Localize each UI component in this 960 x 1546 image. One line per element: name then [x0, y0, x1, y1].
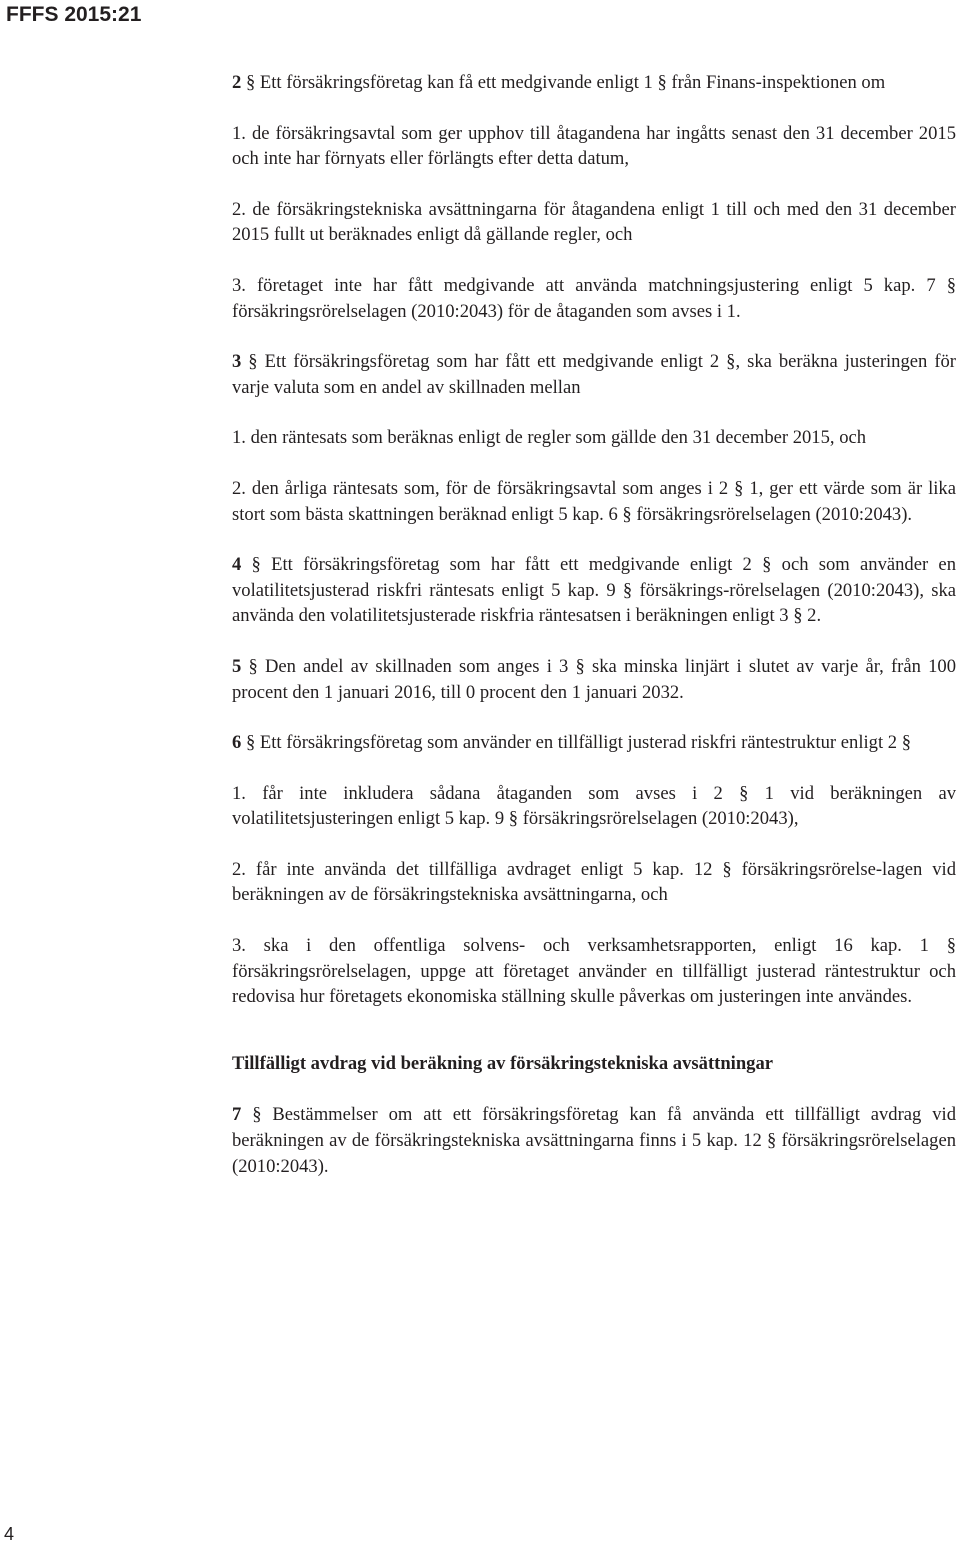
paragraph-number: 7 [232, 1104, 242, 1126]
paragraph-number: 3 [232, 351, 242, 373]
paragraph-2 [232, 70, 956, 96]
list-item [232, 781, 956, 832]
paragraph-number: 5 [232, 655, 242, 677]
list-item [232, 857, 956, 908]
paragraph-4 [232, 552, 956, 629]
paragraph-number: 4 [232, 554, 242, 576]
paragraph-text: 2. den årliga räntesats som, för de försäkringsavtal som anges i 2 § 1, ger ett värde som är lika stort som bästa skattningen beräknad enligt 5 kap. 6 § försäkringsrörelselagen (2010:2043). [232, 477, 956, 525]
list-item [232, 476, 956, 527]
paragraph-text: § Ett försäkringsföretag som har fått ett medgivande enligt 2 § och som använder en volatilitetsjusterad riskfri räntesats enligt 5 kap. 9 § försäkrings-rörelselagen (2010:2043), ska använda den volatilitetsjusterade riskfria räntesatsen i beräkningen enligt 3 § 2. [232, 554, 956, 627]
paragraph-text: 3. ska i den offentliga solvens- och verksamhetsrapporten, enligt 16 kap. 1 § försäkringsrörelselagen, uppge att företaget använder en tillfälligt justerad räntestruktur och redovisa hur företagets ekonomiska ställning skulle påverkas om justeringen inte användes. [232, 935, 956, 1008]
list-item [232, 273, 956, 324]
paragraph-text: 2. de försäkringstekniska avsättningarna för åtagandena enligt 1 till och med den 31 december 2015 fullt ut beräknades enligt då gällande regler, och [232, 198, 956, 246]
section-heading: Tillfälligt avdrag vid beräkning av försäkringstekniska avsättningar [232, 1052, 774, 1074]
paragraph-number: 6 [232, 732, 242, 754]
paragraph-7 [232, 1102, 956, 1179]
paragraph-text: 2. får inte använda det tillfälliga avdraget enligt 5 kap. 12 § försäkringsrörelse-lagen vid beräkningen av de försäkringstekniska avsättningarna, och [232, 858, 956, 906]
page-number: 4 [4, 1524, 15, 1544]
paragraph-text: 1. den räntesats som beräknas enligt de regler som gällde den 31 december 2015, och [232, 427, 867, 449]
paragraph-text: 3. företaget inte har fått medgivande att använda matchningsjustering enligt 5 kap. 7 § försäkringsrörelselagen (2010:2043) för de åtaganden som avses i 1. [232, 274, 956, 322]
document-header: FFFS 2015:21 [6, 3, 142, 26]
paragraph-text: § Den andel av skillnaden som anges i 3 § ska minska linjärt i slutet av varje år, från 100 procent den 1 januari 2016, till 0 procent den 1 januari 2032. [232, 655, 956, 703]
paragraph-number: 2 [232, 72, 242, 93]
paragraph-text: § Bestämmelser om att ett försäkringsföretag kan få använda ett tillfälligt avdrag vid beräkningen av de försäkringstekniska avsättningarna finns i 5 kap. 12 § försäkringsrörelselagen (2010:2043). [232, 1104, 956, 1177]
list-item [232, 121, 956, 172]
paragraph-text: 1. får inte inkludera sådana åtaganden som avses i 2 § 1 vid beräkningen av volatilitetsjusteringen enligt 5 kap. 9 § försäkringsrörelselagen (2010:2043), [232, 782, 956, 830]
paragraph-text: § Ett försäkringsföretag kan få ett medgivande enligt 1 § från Finans-inspektionen om [241, 72, 886, 93]
paragraph-6 [232, 730, 956, 756]
list-item [232, 425, 956, 451]
list-item [232, 197, 956, 248]
paragraph-3 [232, 349, 956, 400]
document-body [232, 70, 956, 1204]
paragraph-text: § Ett försäkringsföretag som använder en tillfälligt justerad riskfri räntestruktur enligt 2 § [241, 732, 912, 754]
paragraph-text: § Ett försäkringsföretag som har fått ett medgivande enligt 2 §, ska beräkna justeringen för varje valuta som en andel av skillnaden mellan [232, 351, 956, 398]
list-item [232, 933, 956, 1010]
paragraph-5 [232, 654, 956, 705]
paragraph-text: 1. de försäkringsavtal som ger upphov till åtagandena har ingåtts senast den 31 december 2015 och inte har förnyats eller förlängts efter detta datum, [232, 122, 956, 170]
